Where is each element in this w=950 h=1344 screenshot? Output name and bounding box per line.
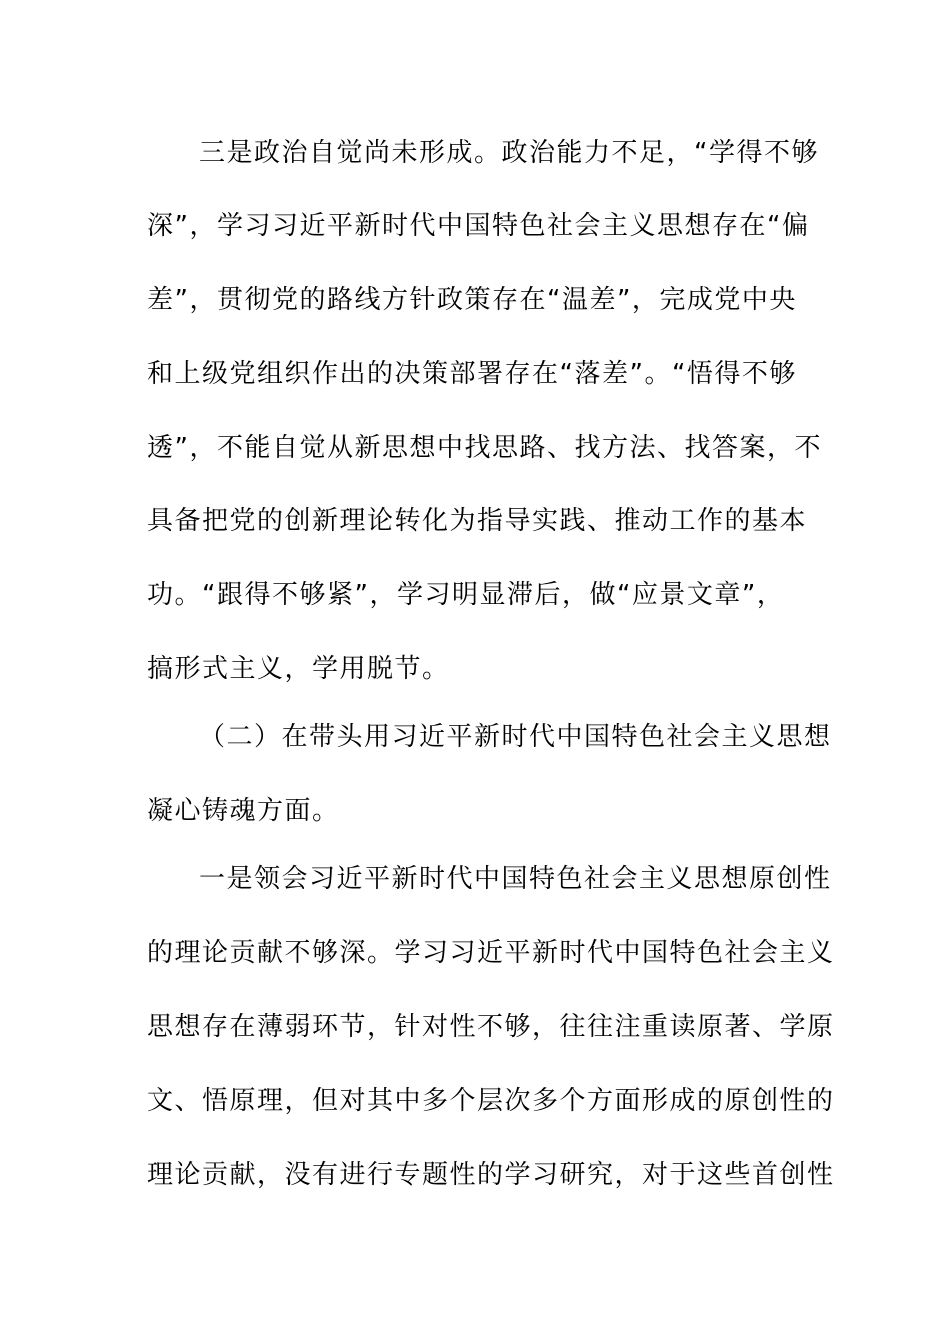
- section-heading: 凝心铸魂方面。: [147, 796, 340, 826]
- paragraph-line: 透”，不能自觉从新思想中找思路、找方法、找答案，不: [147, 433, 822, 463]
- paragraph-line: 具备把党的创新理论转化为指导实践、推动工作的基本: [147, 506, 808, 536]
- paragraph-line: 差”，贯彻党的路线方针政策存在“温差”，完成党中央: [147, 285, 797, 315]
- section-heading: （二）在带头用习近平新时代中国特色社会主义思想: [199, 722, 832, 752]
- paragraph-line: 和上级党组织作出的决策部署存在“落差”。“悟得不够: [147, 359, 797, 389]
- paragraph-line: 思想存在薄弱环节，针对性不够，往往注重读原著、学原: [147, 1012, 835, 1042]
- paragraph-line: 理论贡献，没有进行专题性的学习研究，对于这些首创性: [147, 1160, 835, 1190]
- paragraph-line: 文、悟原理，但对其中多个层次多个方面形成的原创性的: [147, 1086, 835, 1116]
- paragraph-line: 的理论贡献不够深。学习习近平新时代中国特色社会主义: [147, 938, 835, 968]
- paragraph-line: 功。“跟得不够紧”，学习明显滞后，做“应景文章”，: [147, 580, 785, 610]
- paragraph-line: 三是政治自觉尚未形成。政治能力不足，“学得不够: [199, 138, 819, 168]
- paragraph-line: 深”，学习习近平新时代中国特色社会主义思想存在“偏: [147, 211, 810, 241]
- paragraph-line: 一是领会习近平新时代中国特色社会主义思想原创性: [199, 864, 832, 894]
- paragraph-line: 搞形式主义，学用脱节。: [147, 654, 450, 684]
